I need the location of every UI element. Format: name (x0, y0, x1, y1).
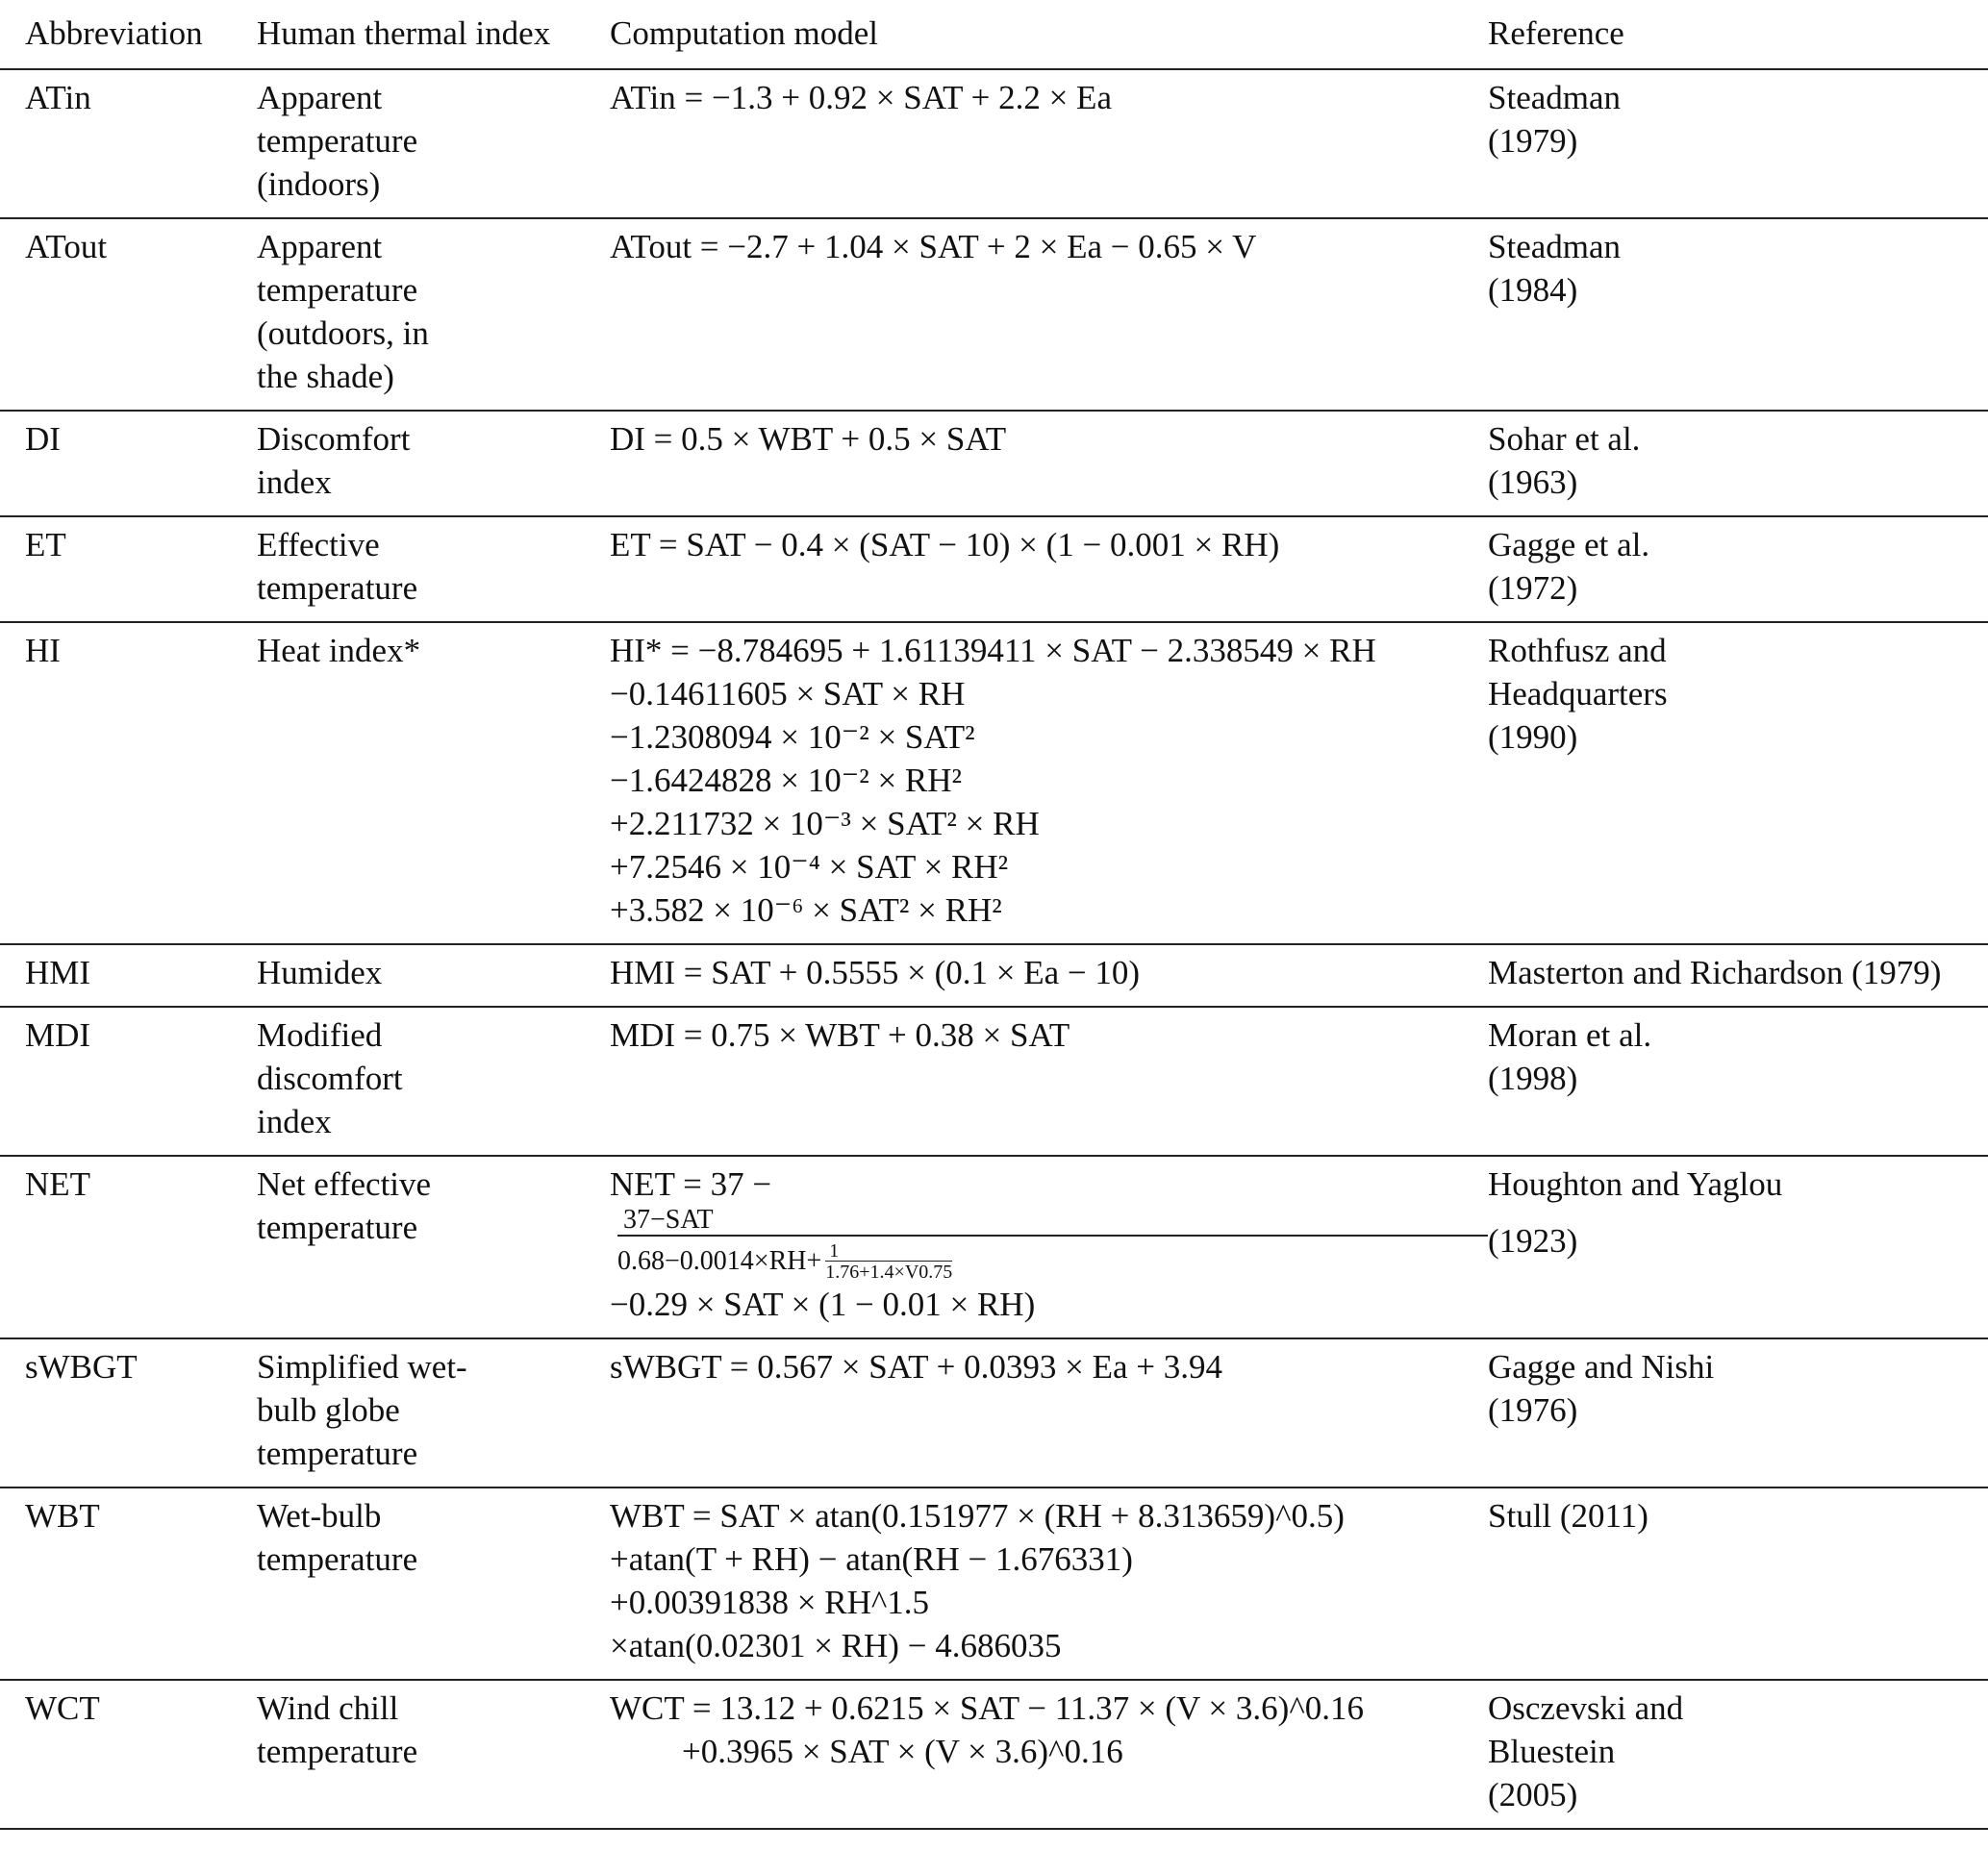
reference-cell (1488, 622, 1988, 944)
reference-cell (1488, 1338, 1988, 1488)
index-cell (257, 944, 610, 1007)
fraction-numerator: 37−SAT (617, 1206, 1488, 1237)
model-line: DI = 0.5 × WBT + 0.5 × SAT (610, 420, 1007, 458)
index-line: (indoors) (257, 165, 381, 203)
reference-line: Headquarters (1488, 675, 1668, 712)
reference-line: (2005) (1488, 1775, 1578, 1813)
reference-line: Steadman (1488, 79, 1622, 116)
reference-cell (1488, 1680, 1988, 1829)
model-line: +0.3965 × SAT × (V × 3.6)^0.16 (682, 1732, 1123, 1770)
table-row (0, 218, 1988, 411)
model-line: ATout = −2.7 + 1.04 × SAT + 2 × Ea − 0.65 × V (610, 228, 1257, 265)
model-cell (610, 1007, 1488, 1156)
model-cell (610, 516, 1488, 622)
model-cell (610, 622, 1488, 944)
model-line: +2.211732 × 10⁻³ × SAT² × RH (610, 805, 1040, 842)
index-line: the shade) (257, 358, 394, 395)
index-line: Discomfort (257, 420, 411, 458)
reference-line: Osczevski and (1488, 1688, 1684, 1727)
index-line: (outdoors, in (257, 314, 429, 352)
reference-line: Masterton and Richardson (1979) (1488, 954, 1942, 991)
fraction-denominator (617, 1241, 952, 1283)
index-line: temperature (257, 1434, 418, 1472)
model-line: +0.00391838 × RH^1.5 (610, 1583, 930, 1621)
reference-cell (1488, 411, 1988, 516)
table-row (0, 411, 1988, 516)
reference-line: Sohar et al. (1488, 420, 1641, 458)
reference-cell (1488, 1156, 1988, 1338)
abbreviation-cell: ATout (25, 228, 108, 265)
index-line: discomfort (257, 1060, 403, 1097)
table-row (0, 944, 1988, 1007)
reference-line: Stull (2011) (1488, 1496, 1648, 1535)
model-line: HI* = −8.784695 + 1.61139411 × SAT − 2.338549 × RH (610, 632, 1376, 669)
model-line: +3.582 × 10⁻⁶ × SAT² × RH² (610, 891, 1002, 929)
model-line: sWBGT = 0.567 × SAT + 0.0393 × Ea + 3.94 (610, 1347, 1222, 1386)
thermal-index-table (0, 6, 1988, 1830)
index-cell (257, 622, 610, 944)
model-line: −0.14611605 × SAT × RH (610, 675, 966, 712)
index-line: temperature (257, 122, 418, 160)
reference-cell (1488, 944, 1988, 1007)
index-cell (257, 218, 610, 411)
table-row (0, 622, 1988, 944)
denominator-prefix: 0.68−0.0014×RH+ (617, 1246, 822, 1276)
index-line: Heat index* (257, 632, 421, 669)
model-line: HMI = SAT + 0.5555 × (0.1 × Ea − 10) (610, 954, 1141, 991)
index-line: Humidex (257, 954, 383, 991)
index-line: Wind chill (257, 1688, 399, 1727)
model-line: +7.2546 × 10⁻⁴ × SAT × RH² (610, 848, 1009, 886)
index-line: temperature (257, 271, 418, 309)
reference-line: Rothfusz and (1488, 632, 1667, 669)
table-row (0, 1338, 1988, 1488)
index-line: Wet-bulb (257, 1496, 382, 1535)
header-index: Human thermal index (257, 14, 551, 52)
model-line: +atan(T + RH) − atan(RH − 1.676331) (610, 1539, 1133, 1578)
model-cell (610, 411, 1488, 516)
reference-line: (1979) (1488, 122, 1578, 160)
model-cell (610, 1488, 1488, 1680)
abbreviation-cell: NET (25, 1165, 91, 1203)
model-cell (610, 1680, 1488, 1829)
abbreviation-cell: ET (25, 526, 66, 563)
table-row (0, 1007, 1988, 1156)
index-line: Apparent (257, 79, 383, 116)
reference-line: (1976) (1488, 1390, 1578, 1429)
index-cell (257, 69, 610, 218)
reference-cell (1488, 1007, 1988, 1156)
index-line: temperature (257, 1209, 418, 1246)
index-line: temperature (257, 1732, 418, 1770)
reference-line: Steadman (1488, 228, 1622, 265)
reference-line: (1972) (1488, 569, 1578, 607)
model-cell (610, 69, 1488, 218)
model-line: ET = SAT − 0.4 × (SAT − 10) × (1 − 0.001 × RH) (610, 526, 1280, 563)
table-row (0, 69, 1988, 218)
model-line: MDI = 0.75 × WBT + 0.38 × SAT (610, 1016, 1070, 1054)
model-line: −1.2308094 × 10⁻² × SAT² (610, 718, 975, 756)
index-line: temperature (257, 569, 418, 607)
index-line: temperature (257, 1539, 418, 1578)
reference-cell (1488, 218, 1988, 411)
index-cell (257, 1680, 610, 1829)
abbreviation-cell: HI (25, 632, 61, 669)
reference-line: Gagge and Nishi (1488, 1347, 1715, 1386)
index-cell (257, 1338, 610, 1488)
model-prefix: NET = 37 − (610, 1165, 772, 1203)
index-cell (257, 411, 610, 516)
index-line: Apparent (257, 228, 383, 265)
model-line: WCT = 13.12 + 0.6215 × SAT − 11.37 × (V × 3.6)^0.16 (610, 1688, 1364, 1727)
reference-line: Houghton and Yaglou (1488, 1165, 1783, 1203)
index-line: Simplified wet- (257, 1347, 467, 1386)
reference-cell (1488, 516, 1988, 622)
reference-line: (1990) (1488, 718, 1578, 756)
index-line: index (257, 463, 332, 501)
abbreviation-cell: sWBGT (25, 1347, 138, 1386)
index-cell (257, 1488, 610, 1680)
inner-fraction (825, 1241, 952, 1283)
reference-line: (1923) (1488, 1222, 1578, 1260)
reference-line: (1984) (1488, 271, 1578, 309)
index-line: index (257, 1103, 332, 1140)
reference-line: Moran et al. (1488, 1016, 1652, 1054)
index-line: bulb globe (257, 1390, 400, 1429)
model-line: −0.29 × SAT × (1 − 0.01 × RH) (610, 1285, 1036, 1323)
abbreviation-cell: WBT (25, 1496, 100, 1535)
reference-line: Bluestein (1488, 1732, 1616, 1770)
table-row (0, 1156, 1988, 1338)
abbreviation-cell: ATin (25, 79, 91, 116)
reference-cell (1488, 1488, 1988, 1680)
abbreviation-cell: DI (25, 420, 61, 458)
inner-numerator: 1 (825, 1241, 952, 1262)
header-reference: Reference (1488, 14, 1624, 52)
model-cell (610, 218, 1488, 411)
model-cell (610, 1338, 1488, 1488)
reference-line: (1963) (1488, 463, 1578, 501)
reference-line: Gagge et al. (1488, 526, 1650, 563)
model-cell (610, 944, 1488, 1007)
header-abbreviation: Abbreviation (25, 14, 203, 52)
index-cell (257, 1007, 610, 1156)
header-row (0, 6, 1988, 69)
model-line: ×atan(0.02301 × RH) − 4.686035 (610, 1626, 1062, 1664)
index-cell (257, 516, 610, 622)
model-line: WBT = SAT × atan(0.151977 × (RH + 8.313659)^0.5) (610, 1496, 1345, 1535)
index-cell (257, 1156, 610, 1338)
header-model: Computation model (610, 14, 879, 52)
index-line: Modified (257, 1016, 383, 1054)
abbreviation-cell: HMI (25, 954, 91, 991)
reference-cell (1488, 69, 1988, 218)
model-line: −1.6424828 × 10⁻² × RH² (610, 762, 963, 799)
table-row (0, 516, 1988, 622)
table-row (0, 1680, 1988, 1829)
index-line: Net effective (257, 1165, 432, 1203)
abbreviation-cell: WCT (25, 1688, 100, 1727)
model-fraction (617, 1206, 1488, 1283)
model-fraction-line (610, 1162, 1488, 1283)
model-line: ATin = −1.3 + 0.92 × SAT + 2.2 × Ea (610, 79, 1112, 116)
reference-line: (1998) (1488, 1060, 1578, 1097)
table-row (0, 1488, 1988, 1680)
model-cell (610, 1156, 1488, 1338)
inner-denominator: 1.76+1.4×V0.75 (825, 1261, 953, 1283)
index-line: Effective (257, 526, 380, 563)
abbreviation-cell: MDI (25, 1016, 91, 1054)
